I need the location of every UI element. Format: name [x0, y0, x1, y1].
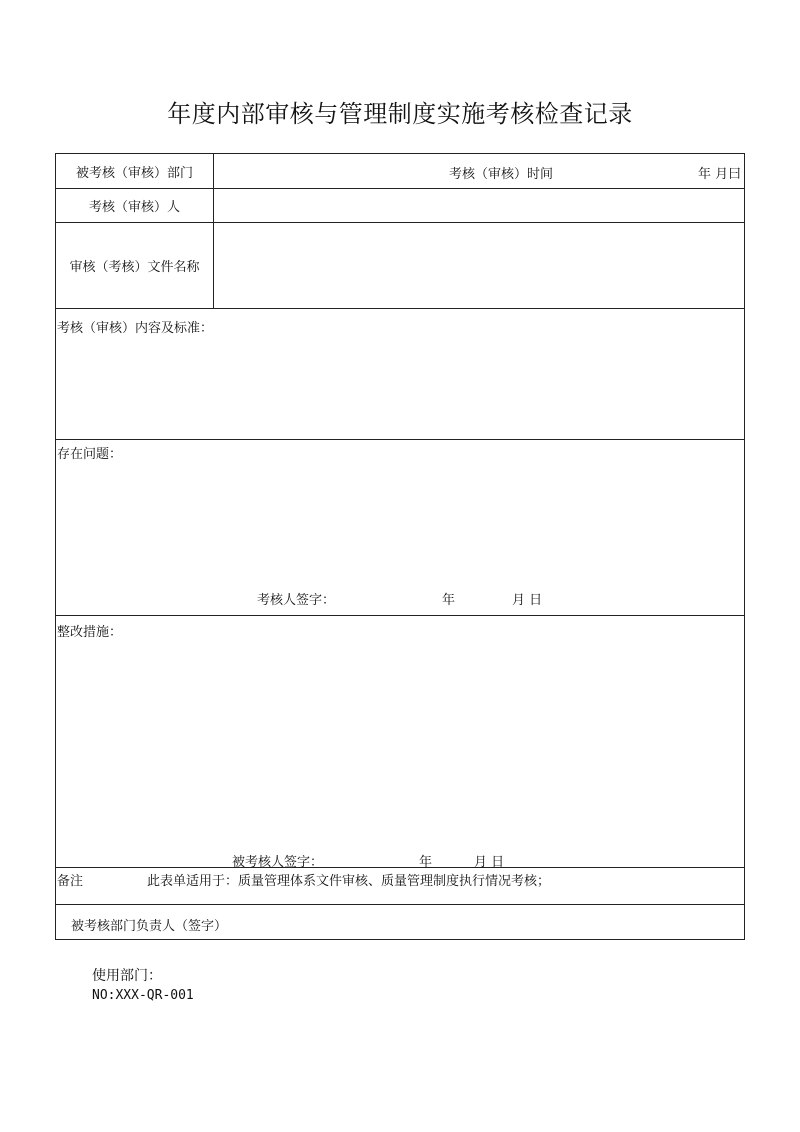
dept-head-sign-label: 被考核部门负责人（签字）: [71, 919, 228, 934]
date-suffix: 年 月曰: [698, 167, 742, 182]
issues-sign-label: 考核人签字：: [257, 593, 336, 608]
measures-sign-month-day: 月 日: [474, 855, 505, 870]
measures-sign-label: 被考核人签字：: [232, 855, 324, 870]
document-number: NO:XXX-QR-001: [92, 988, 194, 1003]
usage-dept-label: 使用部门：: [92, 968, 162, 984]
reviewer-field[interactable]: [214, 189, 744, 222]
content-label: 考核（审核）内容及标准：: [57, 321, 214, 336]
row-reviewer: [56, 189, 744, 223]
row-dept-head-sign: [56, 905, 744, 939]
remarks-label: 备注: [57, 874, 84, 889]
measures-label: 整改措施：: [57, 625, 123, 640]
reviewer-label: 考核（审核）人: [56, 189, 214, 222]
page-title: 年度内部审核与管理制度实施考核检查记录: [167, 100, 633, 128]
issues-label: 存在问题：: [57, 447, 123, 462]
audit-record-form: [55, 153, 745, 940]
row-remarks: [56, 868, 744, 905]
row-content: [56, 309, 744, 440]
row-filename: [56, 223, 744, 309]
filename-field[interactable]: [214, 223, 744, 308]
measures-sign-year: 年: [419, 855, 433, 870]
row-measures: [56, 616, 744, 868]
issues-sign-year: 年: [442, 593, 456, 608]
row-issues: [56, 440, 744, 616]
time-label: 考核（审核）时间: [449, 167, 554, 182]
remarks-text: 此表单适用于：质量管理体系文件审核、质量管理制度执行情况考核；: [147, 874, 551, 889]
dept-label: 被考核（审核）部门: [56, 154, 214, 188]
issues-sign-month-day: 月 日: [512, 593, 543, 608]
filename-label: 审核（考核）文件名称: [56, 223, 214, 308]
row-department: [56, 154, 744, 189]
